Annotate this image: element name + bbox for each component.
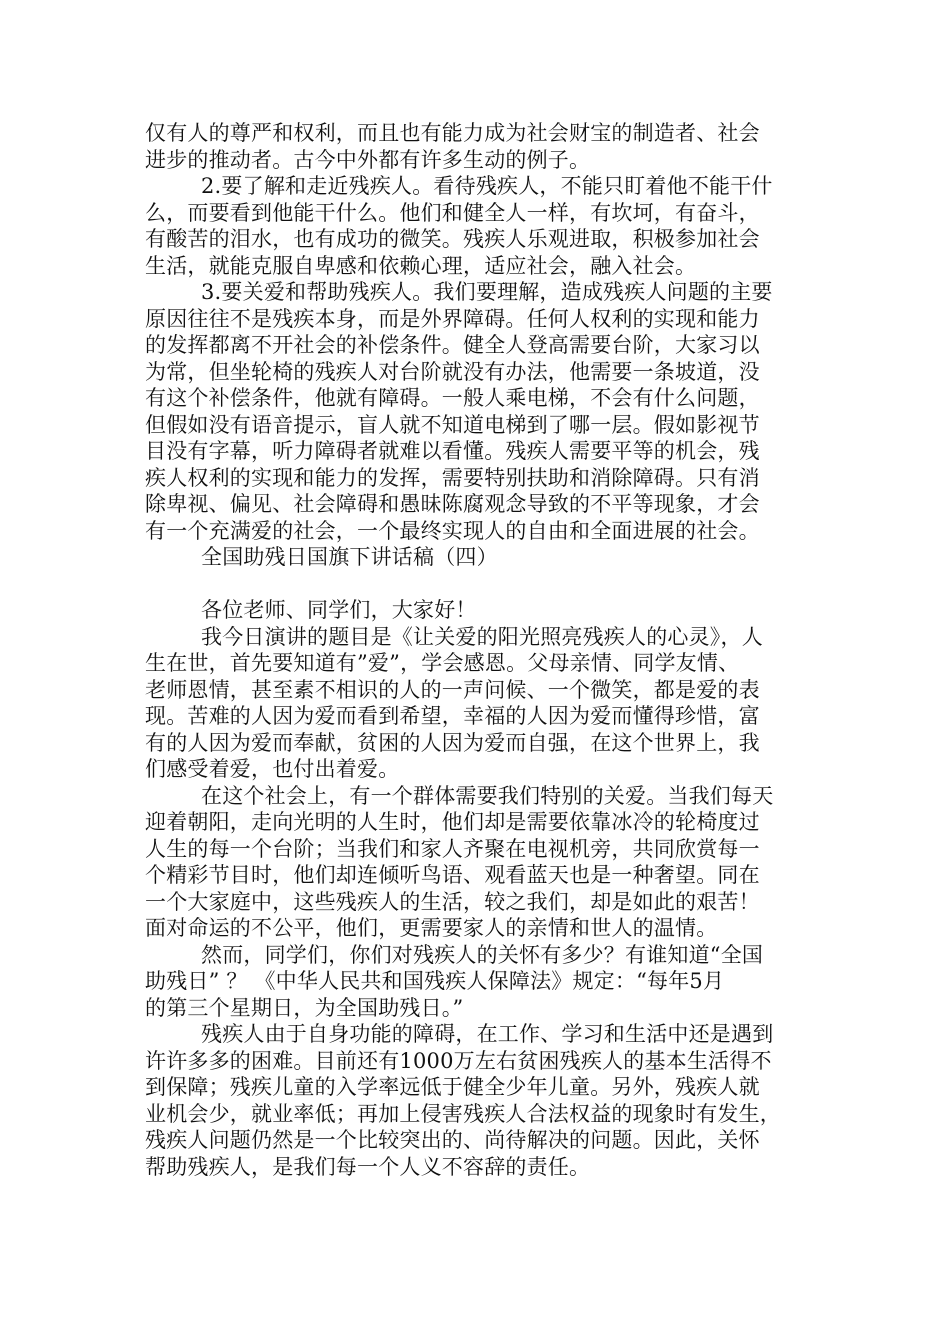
text-line: 的发挥都离不开社会的补偿条件。健全人登高需要台阶，大家习以 [145, 333, 760, 357]
text-line: 有这个补偿条件，他就有障碍。一般人乘电梯，不会有什么问题， [145, 386, 760, 410]
text-line: 们感受着爱，也付出着爱。 [145, 757, 400, 781]
text-line: 原因往往不是残疾本身，而是外界障碍。任何人权利的实现和能力 [145, 306, 760, 331]
text-line: 迎着朝阳，走向光明的人生时，他们却是需要依靠冰冷的轮椅度过 [145, 810, 760, 834]
text-line: 到保障；残疾儿童的入学率远低于健全少年儿童。另外，残疾人就 [145, 1075, 760, 1099]
text-line: 的第三个星期日，为全国助残日。” [145, 995, 464, 1020]
text-line: 然而，同学们，你们对残疾人的关怀有多少？有谁知道“全国 [201, 942, 764, 967]
text-line: 有酸苦的泪水，也有成功的微笑。残疾人乐观进取，积极参加社会 [145, 227, 760, 251]
text-line: 许许多多的困难。目前还有1000万左右贫困残疾人的基本生活得不 [145, 1048, 772, 1073]
text-line: 生在世，首先要知道有”爱”，学会感恩。父母亲情、同学友情、 [145, 651, 740, 675]
text-line: 残疾人由于自身功能的障碍，在工作、学习和生活中还是遇到 [201, 1022, 774, 1046]
text-line: 目没有字幕，听力障碍者就难以看懂。残疾人需要平等的机会，残 [145, 439, 760, 463]
text-line: 现。苦难的人因为爱而看到希望，幸福的人因为爱而懂得珍惜，富 [145, 704, 760, 728]
text-line: 业机会少，就业率低；再加上侵害残疾人合法权益的现象时有发生， [145, 1101, 781, 1126]
text-line: 帮助残疾人，是我们每一个人义不容辞的责任。 [145, 1154, 591, 1179]
text-line: 疾人权利的实现和能力的发挥，需要特别扶助和消除障碍。只有消 [145, 465, 760, 490]
text-line: 但假如没有语音提示，盲人就不知道电梯到了哪一层。假如影视节 [145, 412, 760, 437]
section-title: 全国助残日国旗下讲话稿（四） [201, 545, 498, 569]
text-line: 为常，但坐轮椅的残疾人对台阶就没有办法，他需要一条坡道，没 [145, 359, 760, 384]
greeting-line: 各位老师、同学们，大家好！ [201, 598, 477, 622]
text-line: 残疾人问题仍然是一个比较突出的、尚待解决的问题。因此，关怀 [145, 1128, 760, 1152]
text-line: 人生的每一个台阶；当我们和家人齐聚在电视机旁，共同欣赏每一 [145, 836, 760, 861]
blank-line [145, 571, 810, 598]
text-line: 助残日” ？ 《中华人民共和国残疾人保障法》规定：“每年5月 [145, 969, 725, 993]
text-line: 进步的推动者。古今中外都有许多生动的例子。 [145, 147, 591, 172]
text-line: 仅有人的尊严和权利，而且也有能力成为社会财宝的制造者、社会 [145, 121, 760, 145]
text-line: 一个大家庭中，这些残疾人的生活，较之我们，却是如此的艰苦！ [145, 889, 760, 914]
text-line: 2.要了解和走近残疾人。看待残疾人，不能只盯着他不能干什 [201, 174, 773, 198]
text-line: 在这个社会上，有一个群体需要我们特别的关爱。当我们每天 [201, 783, 774, 808]
text-line: 么，而要看到他能干什么。他们和健全人一样，有坎坷，有奋斗， [145, 200, 760, 225]
text-line: 有一个充满爱的社会，一个最终实现人的自由和全面进展的社会。 [145, 518, 760, 543]
text-line: 我今日演讲的题目是《让关爱的阳光照亮残疾人的心灵》，人 [201, 624, 763, 649]
text-line: 生活，就能克服自卑感和依赖心理，适应社会，融入社会。 [145, 253, 697, 278]
text-line: 除卑视、偏见、社会障碍和愚昧陈腐观念导致的不平等现象，才会 [145, 492, 760, 516]
text-line: 有的人因为爱而奉献，贫困的人因为爱而自强，在这个世界上，我 [145, 730, 760, 755]
text-line: 面对命运的不公平，他们，更需要家人的亲情和世人的温情。 [145, 916, 718, 940]
text-line: 个精彩节目时，他们却连倾听鸟语、观看蓝天也是一种奢望。同在 [145, 863, 760, 887]
text-line: 老师恩情，甚至素不相识的人的一声问候、一个微笑，都是爱的表 [145, 677, 760, 702]
text-line: 3.要关爱和帮助残疾人。我们要理解，造成残疾人问题的主要 [201, 280, 773, 304]
document-page [145, 120, 810, 1180]
